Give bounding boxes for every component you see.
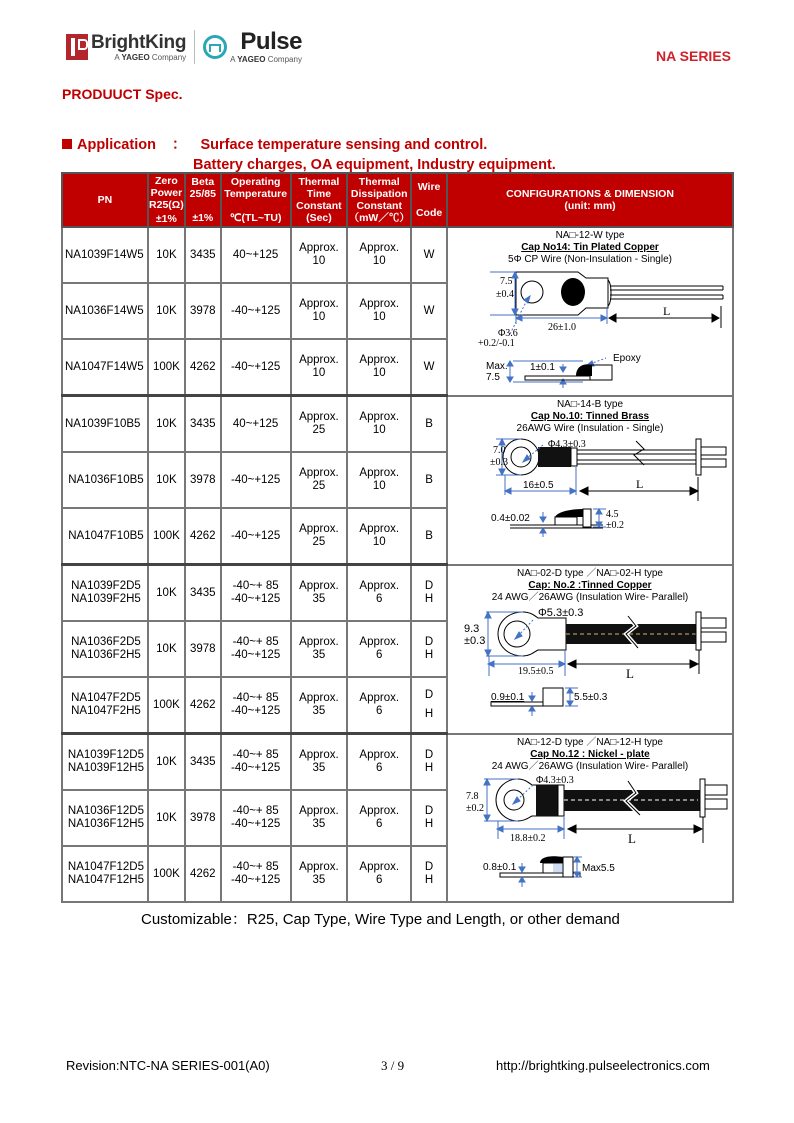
r25-cell: 10K (148, 621, 185, 677)
wire-code-cell: D H (411, 846, 447, 902)
svg-text:7.0: 7.0 (493, 444, 506, 456)
beta-cell: 4262 (185, 677, 221, 734)
pulse-subtitle: A YAGEO Company (230, 55, 302, 64)
table-row (62, 734, 733, 791)
diss-const-cell: Approx. 6 (347, 677, 411, 734)
b-type-dimension-diagram (448, 435, 732, 539)
brightking-logo-icon (66, 34, 88, 60)
svg-text:±0.2: ±0.2 (606, 519, 624, 531)
beta-cell: 3978 (185, 283, 221, 339)
customizable-note: Customizable：R25, Cap Type, Wire Type and Length, or other demand (141, 911, 620, 928)
svg-text:9.3: 9.3 (464, 622, 480, 635)
svg-text:7.5: 7.5 (486, 372, 500, 383)
svg-text:L: L (636, 476, 644, 491)
wire-code-cell: B (411, 396, 447, 453)
diss-const-cell: Approx. 6 (347, 790, 411, 846)
svg-text:1±0.1: 1±0.1 (530, 362, 555, 373)
application-colon: ： (171, 137, 187, 153)
svg-text:19.5±0.5: 19.5±0.5 (518, 665, 554, 677)
header-logos (66, 27, 302, 67)
header-thermal-dissipation: Thermal Dissipation Constant （mW／℃） (347, 173, 411, 227)
logo-divider (194, 30, 195, 64)
config-cap: Cap No14: Tin Plated Copper (521, 242, 659, 253)
12-type-dimension-diagram (448, 773, 732, 897)
beta-cell: 3978 (185, 790, 221, 846)
config-cap: Cap No.12 : Nickel - plate (530, 748, 650, 760)
r25-cell: 10K (148, 734, 185, 791)
beta-cell: 3435 (185, 227, 221, 283)
pulse-name: Pulse (240, 28, 302, 55)
table-row (62, 227, 733, 283)
svg-text:26±1.0: 26±1.0 (548, 322, 576, 333)
svg-text:±0.2: ±0.2 (466, 802, 484, 814)
config-cell-w-type (447, 227, 733, 396)
config-wire: 24 AWG／26AWG (Insulation Wire- Parallel) (491, 760, 689, 772)
brightking-subtitle: A YAGEO Company (114, 52, 187, 62)
svg-text:0.4±0.02: 0.4±0.02 (491, 512, 530, 524)
w-type-dimension-diagram (448, 266, 732, 388)
wire-code-cell: D H (411, 621, 447, 677)
pn-cell: NA1036F2D5 NA1036F2H5 (62, 621, 148, 677)
r25-cell: 100K (148, 846, 185, 902)
table-row (62, 565, 733, 622)
temp-cell: -40~+ 85 -40~+125 (221, 621, 291, 677)
time-const-cell: Approx. 35 (291, 846, 348, 902)
temp-cell: -40~+125 (221, 339, 291, 396)
config-cap: Cap No.10: Tinned Brass (530, 410, 650, 422)
config-cell-02-type (447, 565, 733, 734)
diss-const-cell: Approx. 10 (347, 396, 411, 453)
pn-cell: NA1036F10B5 (62, 452, 148, 508)
temp-cell: -40~+ 85 -40~+125 (221, 677, 291, 734)
header-zero-power: Zero Power R25(Ω) ±1% (149, 175, 184, 225)
beta-cell: 3978 (185, 621, 221, 677)
spec-table (61, 172, 734, 903)
svg-text:L: L (626, 665, 634, 681)
pn-cell: NA1047F10B5 (62, 508, 148, 565)
wire-code-cell: W (411, 227, 447, 283)
temp-cell: -40~+ 85 -40~+125 (221, 734, 291, 791)
diss-const-cell: Approx. 6 (347, 734, 411, 791)
wire-code-cell: D H (411, 565, 447, 622)
svg-text:L: L (663, 304, 671, 318)
svg-text:0.9±0.1: 0.9±0.1 (491, 691, 525, 703)
header-pn: PN (62, 173, 148, 227)
bullet-square-icon (62, 139, 72, 149)
temp-cell: -40~+ 85 -40~+125 (221, 846, 291, 902)
header-wire-code: Wire Code (411, 173, 447, 227)
pn-cell: NA1036F14W5 (62, 283, 148, 339)
svg-text:Φ3.6: Φ3.6 (498, 328, 518, 339)
svg-text:18.8±0.2: 18.8±0.2 (510, 832, 546, 844)
diss-const-cell: Approx. 10 (347, 339, 411, 396)
diss-const-cell: Approx. 6 (347, 846, 411, 902)
svg-text:Φ4.3±0.3: Φ4.3±0.3 (536, 774, 574, 786)
header-thermal-time: Thermal Time Constant (Sec) (291, 173, 348, 227)
application-line-2: Battery charges, OA equipment, Industry equipment. (193, 157, 556, 173)
config-cell-12-type (447, 734, 733, 903)
temp-cell: 40~+125 (221, 227, 291, 283)
r25-cell: 100K (148, 339, 185, 396)
temp-cell: -40~+125 (221, 508, 291, 565)
time-const-cell: Approx. 25 (291, 508, 348, 565)
time-const-cell: Approx. 35 (291, 677, 348, 734)
config-wire: 24 AWG／26AWG (Insulation Wire- Parallel) (491, 591, 689, 603)
time-const-cell: Approx. 25 (291, 396, 348, 453)
time-const-cell: Approx. 35 (291, 565, 348, 622)
pn-cell: NA1039F10B5 (62, 396, 148, 453)
beta-cell: 4262 (185, 508, 221, 565)
pn-cell: NA1047F12D5 NA1047F12H5 (62, 846, 148, 902)
svg-text:7.5: 7.5 (500, 276, 513, 287)
time-const-cell: Approx. 35 (291, 790, 348, 846)
r25-cell: 10K (148, 396, 185, 453)
wire-code-cell: B (411, 452, 447, 508)
svg-text:±0.3: ±0.3 (464, 634, 486, 647)
footer-revision: Revision:NTC-NA SERIES-001(A0) (66, 1058, 270, 1073)
time-const-cell: Approx. 10 (291, 227, 348, 283)
pn-cell: NA1047F2D5 NA1047F2H5 (62, 677, 148, 734)
document-title: PRODUUCT Spec. (62, 86, 183, 102)
config-type: NA□-12-W type (555, 230, 625, 241)
time-const-cell: Approx. 25 (291, 452, 348, 508)
time-const-cell: Approx. 35 (291, 621, 348, 677)
beta-cell: 4262 (185, 339, 221, 396)
r25-cell: 100K (148, 677, 185, 734)
wire-code-cell: W (411, 339, 447, 396)
footer-page-number: 3 / 9 (381, 1058, 405, 1073)
temp-cell: -40~+125 (221, 283, 291, 339)
svg-text:7.8: 7.8 (466, 790, 479, 802)
r25-cell: 10K (148, 452, 185, 508)
config-type: NA□-02-D type ／NA□-02-H type (516, 567, 663, 579)
wire-code-cell: D H (411, 790, 447, 846)
application-section (62, 135, 556, 175)
pn-cell: NA1039F2D5 NA1039F2H5 (62, 565, 148, 622)
beta-cell: 3435 (185, 565, 221, 622)
brightking-logo (91, 33, 186, 62)
diss-const-cell: Approx. 6 (347, 565, 411, 622)
svg-text:Max.: Max. (486, 361, 508, 372)
svg-text:+0.2/-0.1: +0.2/-0.1 (478, 338, 515, 349)
r25-cell: 10K (148, 283, 185, 339)
pn-cell: NA1047F14W5 (62, 339, 148, 396)
diss-const-cell: Approx. 10 (347, 452, 411, 508)
time-const-cell: Approx. 35 (291, 734, 348, 791)
svg-text:Φ5.3±0.3: Φ5.3±0.3 (538, 606, 584, 619)
application-label: Application (77, 137, 156, 153)
beta-cell: 3435 (185, 734, 221, 791)
r25-cell: 10K (148, 227, 185, 283)
header-operating-temp: Operating Temperature ℃(TL~TU) (221, 173, 291, 227)
config-cell-b-type (447, 396, 733, 565)
svg-text:±0.3: ±0.3 (490, 456, 508, 468)
time-const-cell: Approx. 10 (291, 283, 348, 339)
brightking-name: BrightKing (91, 31, 187, 53)
pn-cell: NA1036F12D5 NA1036F12H5 (62, 790, 148, 846)
config-wire: 5Φ CP Wire (Non-Insulation - Single) (508, 254, 672, 265)
header-beta: Beta 25/85 ±1% (185, 173, 221, 227)
application-line-1: Surface temperature sensing and control. (200, 137, 488, 153)
diss-const-cell: Approx. 10 (347, 227, 411, 283)
diss-const-cell: Approx. 6 (347, 621, 411, 677)
svg-text:Max5.5: Max5.5 (582, 862, 615, 874)
config-type: NA□-12-D type ／NA□-12-H type (516, 736, 663, 748)
beta-cell: 3435 (185, 396, 221, 453)
diss-const-cell: Approx. 10 (347, 283, 411, 339)
wire-code-cell: B (411, 508, 447, 565)
wire-code-cell: D H (411, 677, 447, 734)
table-row (62, 396, 733, 453)
svg-text:L: L (628, 830, 636, 846)
r25-cell: 10K (148, 790, 185, 846)
r25-cell: 10K (148, 565, 185, 622)
02-type-dimension-diagram (448, 604, 732, 728)
svg-text:±0.4: ±0.4 (496, 289, 514, 300)
temp-cell: 40~+125 (221, 396, 291, 453)
footer-url[interactable]: http://brightking.pulseelectronics.com (496, 1058, 710, 1073)
pn-cell: NA1039F12D5 NA1039F12H5 (62, 734, 148, 791)
config-wire: 26AWG Wire (Insulation - Single) (516, 422, 664, 434)
r25-cell: 100K (148, 508, 185, 565)
diss-const-cell: Approx. 10 (347, 508, 411, 565)
svg-text:0.8±0.1: 0.8±0.1 (483, 861, 517, 873)
wire-code-cell: W (411, 283, 447, 339)
pn-cell: NA1039F14W5 (62, 227, 148, 283)
svg-text:4.5: 4.5 (606, 508, 619, 520)
pulse-logo-icon (203, 35, 227, 59)
beta-cell: 4262 (185, 846, 221, 902)
wire-code-cell: D H (411, 734, 447, 791)
beta-cell: 3978 (185, 452, 221, 508)
svg-text:5.5±0.3: 5.5±0.3 (574, 691, 608, 703)
series-title: NA SERIES (656, 48, 731, 64)
temp-cell: -40~+ 85 -40~+125 (221, 565, 291, 622)
header-configurations: CONFIGURATIONS & DIMENSION (unit: mm) (447, 173, 733, 227)
time-const-cell: Approx. 10 (291, 339, 348, 396)
config-type: NA□-14-B type (556, 398, 624, 410)
temp-cell: -40~+125 (221, 452, 291, 508)
svg-text:Φ4.3±0.3: Φ4.3±0.3 (548, 438, 586, 450)
svg-text:16±0.5: 16±0.5 (523, 479, 554, 491)
pulse-logo (230, 30, 302, 64)
svg-text:Epoxy: Epoxy (613, 353, 641, 364)
config-cap: Cap: No.2 :Tinned Copper (528, 579, 652, 591)
temp-cell: -40~+ 85 -40~+125 (221, 790, 291, 846)
